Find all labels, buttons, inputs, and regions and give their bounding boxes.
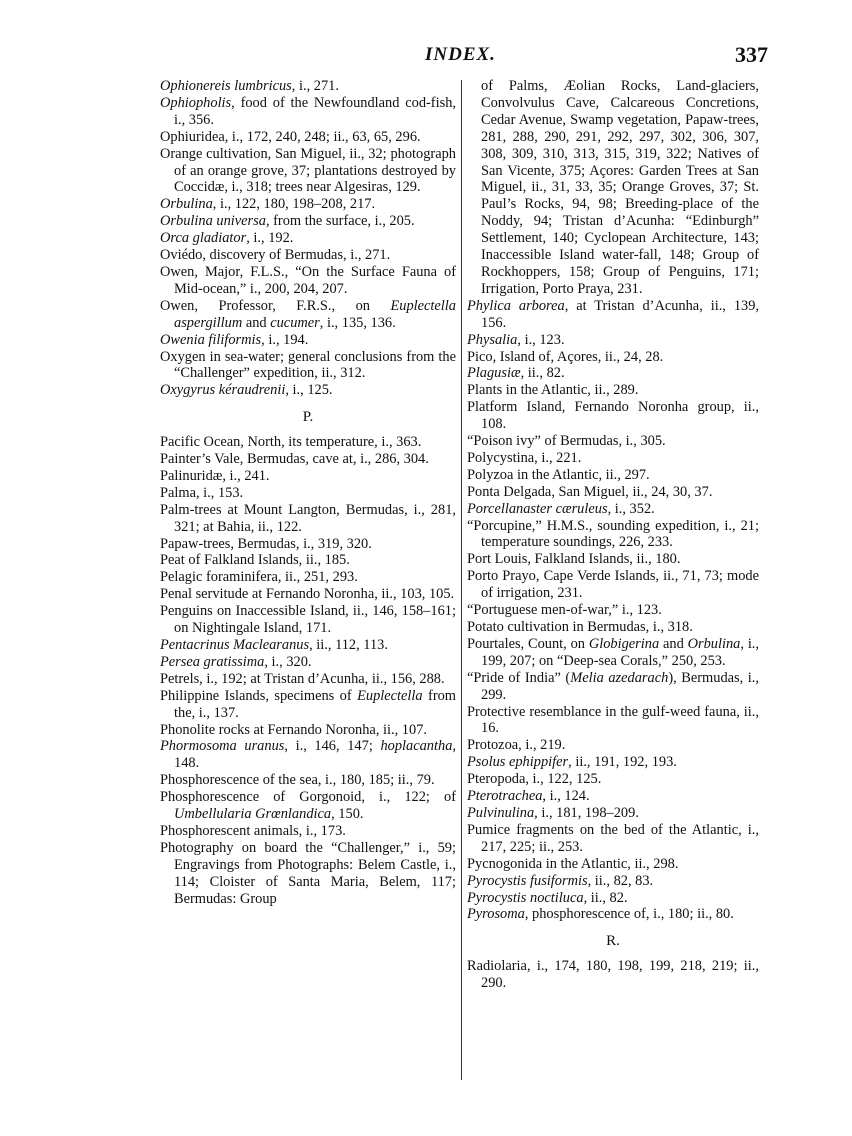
entries-p-continued (467, 298, 759, 924)
entry-text: Porto Prayo, Cape Verde Islands, ii., 71, 73; mode of irrigation, 231. (467, 568, 759, 602)
index-entry (467, 873, 759, 890)
entry-text: Owen, Professor, F.R.S., on (160, 297, 391, 314)
entry-text: , i., 352. (607, 500, 655, 517)
entry-italic-text: Umbellularia Grœnlandica (174, 806, 332, 823)
section-letter-p: P. (302, 409, 314, 426)
entry-text: “Poison ivy” of Bermudas, i., 305. (467, 433, 666, 450)
entry-text: , i., 125. (285, 382, 333, 399)
entry-text: Pico, Island of, Açores, ii., 24, 28. (467, 348, 664, 365)
index-entry (467, 704, 759, 738)
index-entry (467, 958, 759, 992)
entry-italic-text: Phylica arborea (467, 297, 565, 314)
entry-italic-text: Phormosoma uranus (160, 738, 285, 755)
index-entry (160, 230, 456, 247)
entry-text: Phosphorescence of the sea, i., 180, 185; ii., 79. (160, 772, 435, 789)
index-entry (467, 619, 759, 636)
index-entry (467, 568, 759, 602)
entry-italic-text: Orca gladiator (160, 230, 247, 247)
entry-text: Potato cultivation in Bermudas, i., 318. (467, 619, 693, 635)
entries-p (160, 434, 456, 907)
index-entry (160, 129, 456, 146)
entry-text: , 150. (331, 806, 364, 823)
entry-text: , i., 122, 180, 198–208, 217. (212, 196, 376, 213)
index-entry (160, 485, 456, 502)
entry-italic-text: Melia azedarach (570, 669, 669, 686)
index-entry (467, 518, 759, 552)
index-entry (467, 636, 759, 670)
entry-italic-text: Orbulina (160, 196, 213, 213)
continued-entry: of Palms, Æolian Rocks, Land-glaciers, Convolvulus Cave, Calcareous Concretions, Cedar Avenue, Swamp vegetation, Papaw-trees, 281, 288, 290, 291, 292, 297, 302, 306, 307, 308, 309, 310, 313, 315, 319, 322; Natives of San Vicente, 375; Açores: Garden Trees at San Miguel, ii., 31, 33, 35; Orange Groves, 37; St. Paul’s Rocks, 94, 98; Breeding-place of the Noddy, 94; Tristan d’Acunha: “Edinburgh” Settlement, 140; Cyclopean Architecture, 143; Inaccessible Island water-fall, 148; Group of Rockhoppers, 158; Group of Penguins, 171; Irrigation, Porto Praya, 231. (481, 78, 759, 297)
index-entry (160, 552, 456, 569)
index-entry (160, 738, 456, 772)
entry-italic-text: Oxygyrus kéraudrenii (160, 382, 286, 399)
index-entry (160, 434, 456, 451)
entry-text: Peat of Falkland Islands, ii., 185. (160, 552, 350, 569)
entry-text: , i., 271. (291, 78, 339, 94)
entry-text: Painter’s Vale, Bermudas, cave at, i., 286, 304. (160, 451, 429, 468)
index-entry (160, 349, 456, 383)
index-entry (160, 213, 456, 230)
entry-text: “Porcupine,” H.M.S., sounding expedition, i., 21; temperature soundings, 226, 233. (467, 517, 759, 551)
entry-text: Protozoa, i., 219. (467, 737, 566, 754)
index-entry (467, 602, 759, 619)
entry-italic-text: Euplectella (357, 687, 423, 704)
entry-text: Pteropoda, i., 122, 125. (467, 771, 602, 788)
entry-text: , i., 192. (246, 230, 294, 247)
index-entry (160, 671, 456, 688)
entry-text: and (659, 635, 688, 652)
entry-italic-text: Plagusiæ (467, 365, 521, 382)
index-entry (467, 450, 759, 467)
entry-text: , i., 194. (261, 331, 309, 348)
index-entry (160, 789, 456, 823)
index-entry (160, 654, 456, 671)
entry-text: , ii., 191, 192, 193. (568, 754, 677, 771)
entry-text: , i., 124. (542, 788, 590, 805)
entry-text: Protective resemblance in the gulf-weed fauna, ii., 16. (467, 703, 759, 737)
entry-text: , from the surface, i., 205. (265, 213, 415, 230)
entry-text: , food of the Newfoundland cod-fish, i., 356. (174, 94, 456, 128)
entry-text: Pycnogonida in the Atlantic, ii., 298. (467, 855, 679, 872)
entry-text: Pacific Ocean, North, its temperature, i., 363. (160, 434, 422, 451)
right-column (467, 78, 759, 992)
section-letter-r: R. (606, 933, 620, 950)
entry-text: Photography on board the “Challenger,” i., 59; Engravings from Photographs: Belem Castle, i., 114; Cloister of Santa Maria, Belem, 117; Bermudas: Group (160, 839, 456, 907)
entry-text: Ophiuridea, i., 172, 240, 248; ii., 63, 65, 296. (160, 128, 421, 145)
entry-italic-text: Orbulina (687, 635, 741, 652)
entry-italic-text: Globigerina (588, 635, 660, 652)
entry-italic-text: Owenia filiformis (160, 331, 262, 348)
entry-text: Phonolite rocks at Fernando Noronha, ii., 107. (160, 721, 427, 738)
index-entry (467, 805, 759, 822)
index-entry (160, 603, 456, 637)
entry-text: Pumice fragments on the bed of the Atlantic, i., 217, 225; ii., 253. (467, 821, 759, 855)
running-title: INDEX. (425, 44, 496, 65)
entry-text: Orange cultivation, San Miguel, ii., 32; photograph of an orange grove, 37; plantations destroyed by Coccidæ, i., 318; trees near Algesiras, 129. (160, 145, 456, 196)
index-entry (160, 451, 456, 468)
entry-text: Oviédo, discovery of Bermudas, i., 271. (160, 247, 391, 264)
entry-italic-text: Porcellanaster cæruleus (467, 500, 608, 517)
entry-text: Pelagic foraminifera, ii., 251, 293. (160, 569, 358, 586)
entry-italic-text: Persea gratissima (160, 653, 265, 670)
entry-text: Polyzoa in the Atlantic, ii., 297. (467, 466, 650, 483)
entry-italic-text: Orbulina universa (160, 213, 266, 230)
index-entry (160, 637, 456, 654)
entry-italic-text: Pyrocystis noctiluca (467, 889, 584, 906)
entry-text: , i., 199, 207; on “Deep-sea Corals,” 250, 253. (481, 635, 760, 669)
entry-italic-text: cucumer (270, 314, 320, 331)
index-entry (467, 906, 759, 923)
index-entry (467, 754, 759, 771)
index-entry (467, 298, 759, 332)
entry-text: , phosphorescence of, i., 180; ii., 80. (524, 906, 734, 923)
entry-text: Papaw-trees, Bermudas, i., 319, 320. (160, 535, 372, 552)
index-entry (160, 247, 456, 264)
entry-text: Palm-trees at Mount Langton, Bermudas, i., 281, 321; at Bahia, ii., 122. (160, 501, 456, 535)
index-entry (467, 382, 759, 399)
entry-text: , i., 146, 147; (284, 738, 381, 755)
index-entry (467, 670, 759, 704)
entry-text: ), Bermudas, i., 299. (481, 669, 759, 703)
entry-text: Oxygen in sea-water; general conclusions from the “Challenger” expedition, ii., 312. (160, 348, 456, 382)
entry-text: , ii., 112, 113. (309, 637, 388, 653)
entry-text: from the, i., 137. (174, 687, 457, 721)
index-entry (160, 586, 456, 603)
index-entry (160, 298, 456, 332)
index-entry (160, 840, 456, 908)
entry-text: Owen, Major, F.L.S., “On the Surface Fauna of Mid-ocean,” i., 200, 204, 207. (160, 263, 456, 297)
entry-text: , i., 181, 198–209. (534, 804, 639, 821)
index-entry (160, 772, 456, 789)
index-entry (160, 196, 456, 213)
entry-text: Ponta Delgada, San Miguel, ii., 24, 30, 37. (467, 483, 713, 500)
entry-italic-text: Physalia (467, 331, 518, 348)
index-entry (160, 146, 456, 197)
index-entry (160, 536, 456, 553)
entry-text: Radiolaria, i., 174, 180, 198, 199, 218, 219; ii., 290. (467, 958, 759, 992)
entries-r (467, 958, 759, 992)
entry-italic-text: Pterotrachea (467, 788, 543, 805)
entry-text: , 148. (174, 738, 456, 772)
entry-text: Polycystina, i., 221. (467, 449, 582, 466)
entry-text: Platform Island, Fernando Noronha group, ii., 108. (467, 399, 759, 433)
entry-text: Palinuridæ, i., 241. (160, 467, 270, 484)
index-entry (160, 569, 456, 586)
entry-italic-text: Pentacrinus Maclearanus (160, 637, 310, 653)
index-entry (160, 468, 456, 485)
entry-text: Phosphorescent animals, i., 173. (160, 822, 346, 839)
index-entry (467, 788, 759, 805)
index-entry (467, 856, 759, 873)
entry-text: , i., 320. (264, 653, 312, 670)
left-column (160, 78, 456, 908)
entry-text: Penguins on Inaccessible Island, ii., 146, 158–161; on Nightingale Island, 171. (160, 603, 456, 637)
entry-italic-text: hoplacantha (380, 738, 453, 755)
index-entry (160, 78, 456, 95)
entry-italic-text: Ophiopholis (160, 94, 232, 111)
index-entry (467, 349, 759, 366)
column-divider (461, 80, 462, 1080)
entry-italic-text: Euplectella aspergillum (174, 297, 456, 331)
entry-text: Phosphorescence of Gorgonoid, i., 122; of (160, 789, 456, 806)
index-entry (467, 433, 759, 450)
entry-italic-text: Psolus ephippifer (467, 754, 569, 771)
index-entry (160, 502, 456, 536)
index-entry (160, 722, 456, 739)
index-entry (467, 737, 759, 754)
entry-text: , i., 135, 136. (319, 314, 396, 331)
entry-text: “Portuguese men-of-war,” i., 123. (467, 602, 662, 619)
index-entry (160, 332, 456, 349)
entry-text: Petrels, i., 192; at Tristan d’Acunha, ii., 156, 288. (160, 670, 445, 687)
index-entry (467, 399, 759, 433)
entry-italic-text: Pyrocystis fusiformis (467, 872, 588, 889)
index-entry (160, 264, 456, 298)
entry-text: Plants in the Atlantic, ii., 289. (467, 382, 639, 399)
index-entry (467, 551, 759, 568)
entry-text: , at Tristan d’Acunha, ii., 139, 156. (481, 297, 760, 331)
index-entry (467, 771, 759, 788)
entry-text: , ii., 82. (520, 365, 565, 382)
entry-text: “Pride of India” ( (467, 669, 571, 686)
entry-text: Pourtales, Count, on (467, 635, 589, 652)
entry-text: Penal servitude at Fernando Noronha, ii., 103, 105. (160, 586, 455, 603)
index-entry (160, 382, 456, 399)
index-entry (160, 688, 456, 722)
entry-italic-text: Pyrosoma (467, 906, 525, 923)
page-header (0, 44, 852, 72)
index-entry (467, 332, 759, 349)
index-entry (160, 95, 456, 129)
page-number: 337 (735, 42, 768, 67)
index-entry (467, 890, 759, 907)
index-entry (467, 501, 759, 518)
entry-text: Palma, i., 153. (160, 484, 244, 501)
entry-text: , ii., 82. (583, 889, 628, 906)
index-entry (467, 467, 759, 484)
entry-text: , i., 123. (517, 331, 565, 348)
index-entry (467, 365, 759, 382)
entry-text: Port Louis, Falkland Islands, ii., 180. (467, 551, 681, 568)
index-entry (467, 484, 759, 501)
entry-text: and (242, 314, 271, 331)
entry-text: Philippine Islands, specimens of (160, 687, 358, 704)
entries-o (160, 78, 456, 399)
entry-italic-text: Pulvinulina (467, 804, 535, 821)
entry-italic-text: Ophionereis lumbricus (160, 78, 292, 94)
entry-text: , ii., 82, 83. (587, 872, 654, 889)
index-entry (160, 823, 456, 840)
index-entry (467, 822, 759, 856)
